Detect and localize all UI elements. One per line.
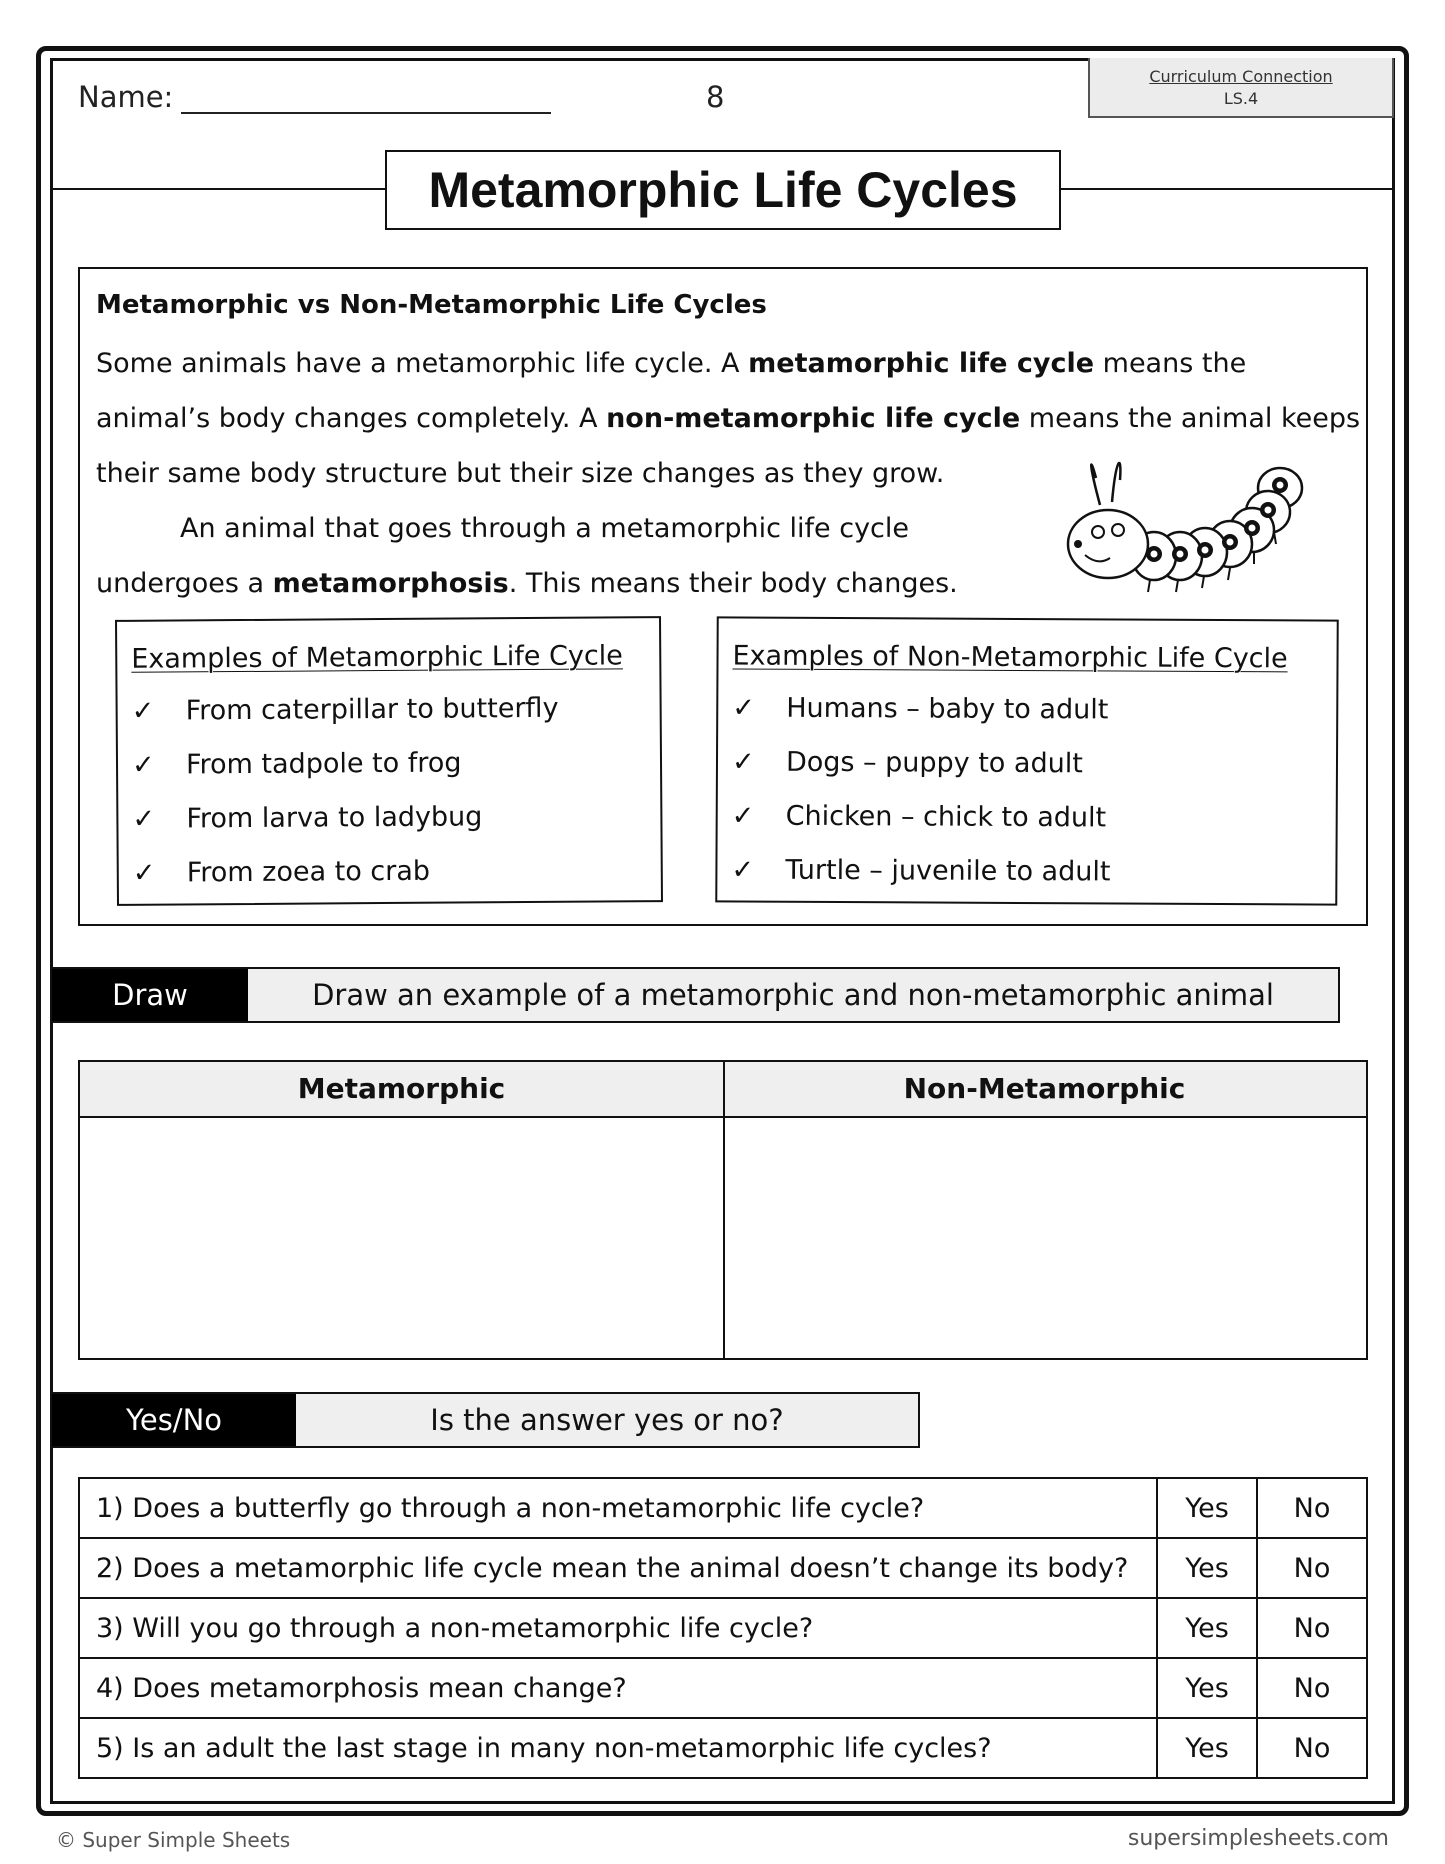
list-item bbox=[133, 856, 430, 889]
list-item-text: From caterpillar to butterfly bbox=[185, 692, 559, 727]
list-item bbox=[732, 800, 1107, 833]
curriculum-code: LS.4 bbox=[1223, 89, 1259, 108]
no-option[interactable]: No bbox=[1293, 1492, 1331, 1524]
check-icon: ✓ bbox=[731, 854, 755, 886]
yesno-table bbox=[78, 1477, 1368, 1779]
table-row bbox=[80, 1719, 1366, 1777]
table-row bbox=[80, 1539, 1366, 1599]
intro-text: means the animal keeps their same body structure but their size changes as they grow. bbox=[96, 403, 1361, 489]
name-label: Name: bbox=[78, 80, 174, 114]
non-metamorphic-examples-box bbox=[715, 616, 1338, 905]
question-text: 2) Does a metamorphic life cycle mean the animal doesn’t change its body? bbox=[80, 1539, 1158, 1597]
list-item bbox=[132, 801, 482, 834]
intro-text: undergoes a bbox=[96, 568, 273, 599]
no-option[interactable]: No bbox=[1293, 1732, 1331, 1764]
curriculum-connection bbox=[1088, 58, 1394, 118]
list-item bbox=[731, 854, 1110, 887]
footer-copyright: © Super Simple Sheets bbox=[56, 1828, 291, 1852]
list-item-text: Humans – baby to adult bbox=[786, 692, 1109, 726]
list-item bbox=[732, 692, 1108, 725]
list-item-text: From zoea to crab bbox=[186, 855, 431, 889]
metamorphic-examples-title: Examples of Metamorphic Life Cycle bbox=[131, 640, 623, 675]
term-metamorphic: metamorphic life cycle bbox=[748, 348, 1095, 379]
list-item bbox=[132, 747, 462, 780]
list-item-text: Dogs – puppy to adult bbox=[785, 746, 1083, 780]
list-item-text: Chicken – chick to adult bbox=[785, 800, 1107, 834]
yes-option[interactable]: Yes bbox=[1158, 1719, 1258, 1777]
intro-text: . This means their body changes. bbox=[508, 568, 958, 599]
draw-section-bar bbox=[50, 967, 1340, 1023]
yes-option[interactable]: Yes bbox=[1158, 1599, 1258, 1657]
yes-option[interactable]: Yes bbox=[1158, 1659, 1258, 1717]
term-non-metamorphic: non-metamorphic life cycle bbox=[606, 403, 1021, 434]
intro-text: An animal that goes through a metamorphic life cycle bbox=[180, 513, 910, 544]
no-option[interactable]: No bbox=[1293, 1552, 1331, 1584]
intro-heading: Metamorphic vs Non-Metamorphic Life Cycles bbox=[96, 290, 767, 320]
check-icon: ✓ bbox=[731, 746, 755, 778]
yes-option[interactable]: Yes bbox=[1158, 1479, 1258, 1537]
table-row bbox=[80, 1599, 1366, 1659]
list-item bbox=[132, 693, 559, 727]
page-number: 8 bbox=[706, 80, 725, 114]
check-icon: ✓ bbox=[131, 695, 155, 727]
yes-option[interactable]: Yes bbox=[1158, 1539, 1258, 1597]
check-icon: ✓ bbox=[731, 800, 755, 832]
yesno-label: Yes/No bbox=[52, 1394, 296, 1446]
question-text: 1) Does a butterfly go through a non-metamorphic life cycle? bbox=[80, 1479, 1158, 1537]
name-blank[interactable] bbox=[181, 84, 551, 114]
check-icon: ✓ bbox=[132, 803, 156, 835]
list-item-text: From tadpole to frog bbox=[185, 747, 462, 781]
intro-text: means the animal’s body changes completely. A bbox=[96, 348, 1247, 434]
question-text: 3) Will you go through a non-metamorphic life cycle? bbox=[80, 1599, 1158, 1657]
question-text: 4) Does metamorphosis mean change? bbox=[80, 1659, 1158, 1717]
draw-label: Draw bbox=[52, 969, 248, 1021]
draw-col-non-metamorphic: Non-Metamorphic bbox=[723, 1062, 1366, 1118]
intro-text: Some animals have a metamorphic life cycle. A bbox=[96, 348, 749, 379]
curriculum-title: Curriculum Connection bbox=[1149, 67, 1333, 86]
footer-website: supersimplesheets.com bbox=[1127, 1826, 1389, 1851]
no-option[interactable]: No bbox=[1293, 1612, 1331, 1644]
page-title: Metamorphic Life Cycles bbox=[385, 150, 1061, 230]
no-option[interactable]: No bbox=[1293, 1672, 1331, 1704]
metamorphic-examples-box bbox=[115, 616, 663, 906]
yesno-instruction: Is the answer yes or no? bbox=[430, 1403, 784, 1437]
table-row bbox=[80, 1479, 1366, 1539]
term-metamorphosis: metamorphosis bbox=[272, 568, 509, 599]
check-icon: ✓ bbox=[132, 857, 156, 889]
draw-col-metamorphic: Metamorphic bbox=[80, 1062, 723, 1118]
yesno-section-bar bbox=[50, 1392, 920, 1448]
list-item-text: Turtle – juvenile to adult bbox=[785, 854, 1111, 888]
check-icon: ✓ bbox=[131, 749, 155, 781]
draw-area-metamorphic[interactable] bbox=[80, 1118, 723, 1358]
non-metamorphic-examples-title: Examples of Non-Metamorphic Life Cycle bbox=[732, 640, 1288, 675]
draw-area-non-metamorphic[interactable] bbox=[725, 1118, 1366, 1358]
question-text: 5) Is an adult the last stage in many non-metamorphic life cycles? bbox=[80, 1719, 1158, 1777]
caterpillar-illustration bbox=[1030, 440, 1335, 610]
draw-table bbox=[78, 1060, 1368, 1360]
table-row bbox=[80, 1659, 1366, 1719]
check-icon: ✓ bbox=[732, 692, 755, 724]
name-field[interactable] bbox=[78, 80, 551, 114]
draw-instruction: Draw an example of a metamorphic and non-metamorphic animal bbox=[312, 978, 1274, 1012]
list-item-text: From larva to ladybug bbox=[186, 801, 483, 835]
list-item bbox=[732, 746, 1083, 779]
